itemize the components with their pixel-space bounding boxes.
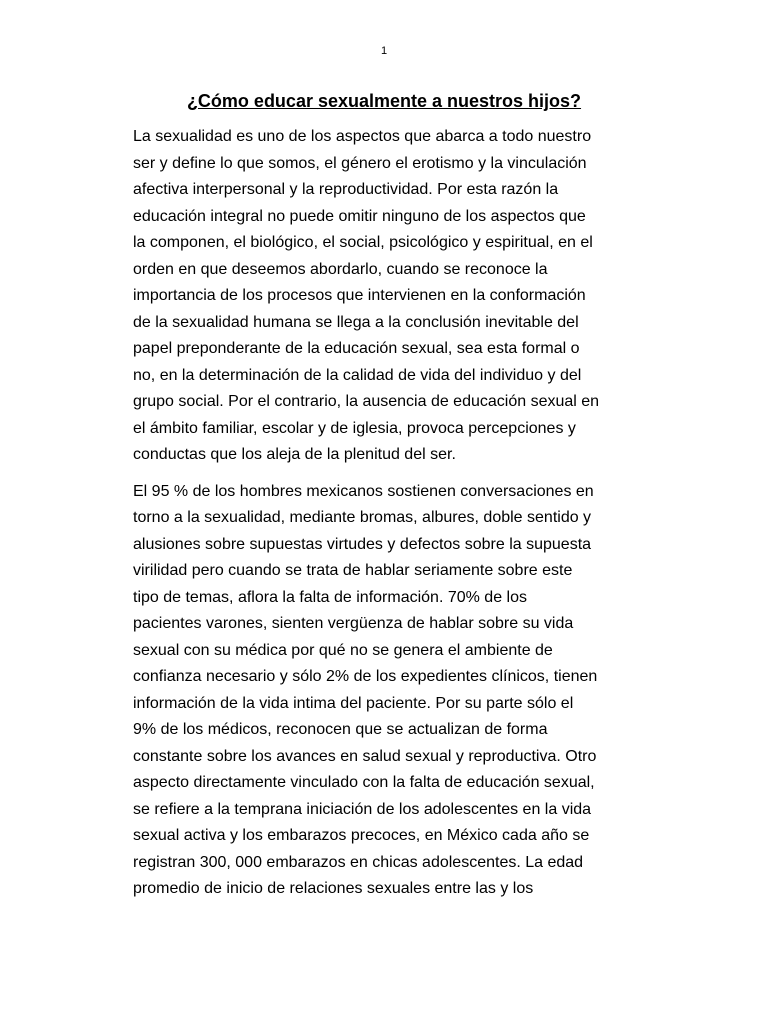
text-line: promedio de inicio de relaciones sexuales entre las y los [133, 880, 534, 897]
text-line: papel preponderante de la educación sexual, sea esta formal o [133, 340, 580, 357]
text-line: El 95 % de los hombres mexicanos sostienen conversaciones en [133, 482, 594, 500]
text-line: La sexualidad es uno de los aspectos que abarca a todo nuestro [133, 128, 592, 145]
text-line: la componen, el biológico, el social, psicológico y espiritual, en el [133, 234, 593, 251]
text-line: pacientes varones, sienten vergüenza de hablar sobre su vida [133, 615, 574, 632]
text-line: tipo de temas, aflora la falta de información. 70% de los [133, 588, 527, 606]
text-line: virilidad pero cuando se trata de hablar seriamente sobre este [133, 562, 573, 579]
text-line: conductas que los aleja de la plenitud del ser. [133, 446, 456, 463]
text-line: importancia de los procesos que intervienen en la conformación [133, 287, 586, 304]
text-line: aspecto directamente vinculado con la falta de educación sexual, [133, 774, 595, 791]
text-line: afectiva interpersonal y la reproductividad. Por esta razón la [133, 181, 559, 198]
text-line: torno a la sexualidad, mediante bromas, albures, doble sentido y [133, 509, 592, 526]
text-line: ser y define lo que somos, el género el erotismo y la vinculación [133, 154, 587, 172]
paragraph [133, 124, 643, 469]
text-line: el ámbito familiar, escolar y de iglesia, provoca percepciones y [133, 419, 576, 437]
text-line: se refiere a la temprana iniciación de los adolescentes en la vida [133, 800, 592, 818]
text-line: sexual activa y los embarazos precoces, en México cada año se [133, 827, 590, 844]
text-line: información de la vida intima del paciente. Por su parte sólo el [133, 694, 574, 712]
text-line: alusiones sobre supuestas virtudes y defectos sobre la supuesta [133, 535, 592, 553]
text-line: 9% de los médicos, reconocen que se actualizan de forma [133, 721, 548, 738]
document-title: ¿Cómo educar sexualmente a nuestros hijos? [186, 91, 582, 111]
text-line: grupo social. Por el contrario, la ausencia de educación sexual en [133, 393, 600, 410]
text-line: confianza necesario y sólo 2% de los expedientes clínicos, tienen [133, 668, 598, 685]
text-line: sexual con su médica por qué no se genera el ambiente de [133, 641, 553, 659]
text-line: orden en que deseemos abordarlo, cuando se reconoce la [133, 260, 548, 278]
document-body [133, 124, 643, 913]
paragraph [133, 479, 643, 903]
text-line: educación integral no puede omitir ninguno de los aspectos que [133, 207, 586, 225]
text-line: de la sexualidad humana se llega a la conclusión inevitable del [133, 313, 579, 331]
text-line: no, en la determinación de la calidad de vida del individuo y del [133, 366, 582, 384]
text-line: constante sobre los avances en salud sexual y reproductiva. Otro [133, 747, 597, 765]
text-line: registran 300, 000 embarazos en chicas adolescentes. La edad [133, 853, 584, 871]
page-number: 1 [380, 45, 388, 57]
